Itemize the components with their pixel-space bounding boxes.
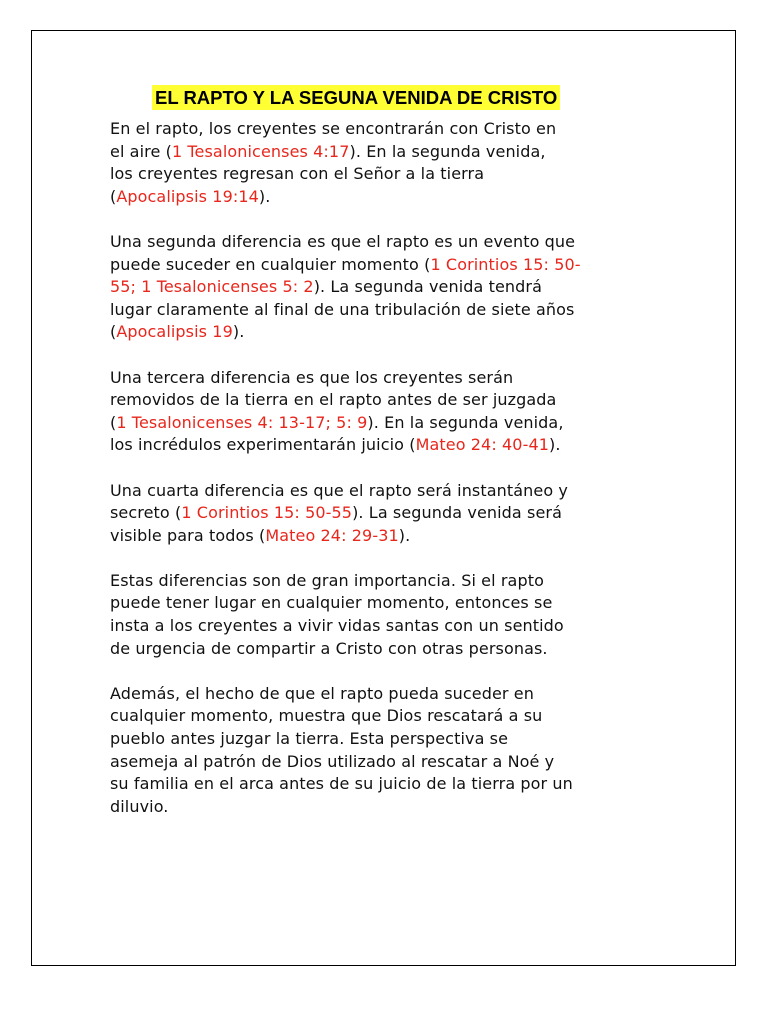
- text-line: cualquier momento, muestra que Dios rescatará a su: [110, 706, 543, 726]
- bible-reference: 1 Tesalonicenses 4:17: [171, 141, 350, 161]
- text-line: Una cuarta diferencia es que el rapto será instantáneo y: [110, 480, 568, 500]
- paragraph-gap: [110, 660, 670, 683]
- text-segment: (: [110, 412, 117, 432]
- text-segment: ).: [549, 435, 561, 455]
- text-line: [110, 141, 670, 164]
- paragraph-6: [110, 683, 670, 819]
- text-segment: ). En la segunda venida,: [367, 412, 564, 432]
- text-line: [110, 186, 670, 209]
- text-line: [110, 434, 670, 457]
- text-line: asemeja al patrón de Dios utilizado al rescatar a Noé y: [110, 751, 555, 771]
- paragraph-gap: [110, 547, 670, 570]
- text-line: [110, 412, 670, 435]
- text-line: [110, 502, 670, 525]
- text-line: de urgencia de compartir a Cristo con otras personas.: [110, 638, 548, 658]
- text-segment: el aire (: [110, 141, 172, 161]
- text-segment: ).: [398, 525, 411, 545]
- paragraph-4: [110, 480, 670, 548]
- text-segment: (: [110, 322, 117, 342]
- document-body: [110, 118, 670, 818]
- paragraph-gap: [110, 208, 670, 231]
- text-line: lugar claramente al final de una tribulación de siete años: [110, 299, 575, 319]
- paragraph-gap: [110, 344, 670, 367]
- text-line: insta a los creyentes a vivir vidas santas con un sentido: [110, 616, 564, 636]
- bible-reference: Mateo 24: 40-41: [415, 435, 550, 455]
- bible-reference: 1 Corintios 15: 50-55: [181, 503, 353, 523]
- text-line: Una segunda diferencia es que el rapto es un evento que: [110, 231, 576, 251]
- text-segment: (: [110, 186, 117, 206]
- text-line: diluvio.: [110, 796, 169, 816]
- paragraph-3: [110, 367, 670, 457]
- text-line: En el rapto, los creyentes se encontrarán con Cristo en: [110, 119, 557, 138]
- text-segment: ). La segunda venida será: [352, 503, 562, 523]
- bible-reference: Apocalipsis 19: [116, 322, 233, 342]
- text-segment: ). En la segunda venida,: [349, 141, 546, 161]
- text-line: los creyentes regresan con el Señor a la tierra: [110, 164, 485, 184]
- paragraph-1: [110, 118, 670, 208]
- text-line: Estas diferencias son de gran importancia. Si el rapto: [110, 570, 544, 590]
- bible-reference: Apocalipsis 19:14: [116, 186, 259, 206]
- text-segment: secreto (: [110, 503, 182, 523]
- text-segment: ).: [258, 186, 271, 206]
- bible-reference: 55; 1 Tesalonicenses 5: 2: [110, 277, 314, 297]
- text-line: [110, 276, 670, 299]
- bible-reference: 1 Tesalonicenses 4: 13-17; 5: 9: [116, 412, 368, 432]
- text-line: [110, 321, 670, 344]
- text-segment: visible para todos (: [110, 525, 266, 545]
- text-segment: los incrédulos experimentarán juicio (: [110, 435, 416, 455]
- text-segment: ).: [232, 322, 245, 342]
- document-title: EL RAPTO Y LA SEGUNA VENIDA DE CRISTO: [152, 85, 560, 110]
- text-line: [110, 254, 670, 277]
- text-line: removidos de la tierra en el rapto antes de ser juzgada: [110, 390, 557, 410]
- text-segment: puede suceder en cualquier momento (: [110, 254, 431, 274]
- text-line: puede tener lugar en cualquier momento, entonces se: [110, 593, 553, 613]
- text-segment: ). La segunda venida tendrá: [313, 277, 543, 297]
- paragraph-gap: [110, 457, 670, 480]
- text-line: [110, 525, 670, 548]
- text-line: Una tercera diferencia es que los creyentes serán: [110, 367, 514, 387]
- bible-reference: Mateo 24: 29-31: [265, 525, 399, 545]
- bible-reference: 1 Corintios 15: 50-: [430, 254, 581, 274]
- text-line: pueblo antes juzgar la tierra. Esta perspectiva se: [110, 729, 509, 749]
- text-line: su familia en el arca antes de su juicio de la tierra por un: [110, 774, 573, 794]
- paragraph-2: [110, 231, 670, 344]
- text-line: Además, el hecho de que el rapto pueda suceder en: [110, 683, 534, 703]
- paragraph-5: [110, 570, 670, 660]
